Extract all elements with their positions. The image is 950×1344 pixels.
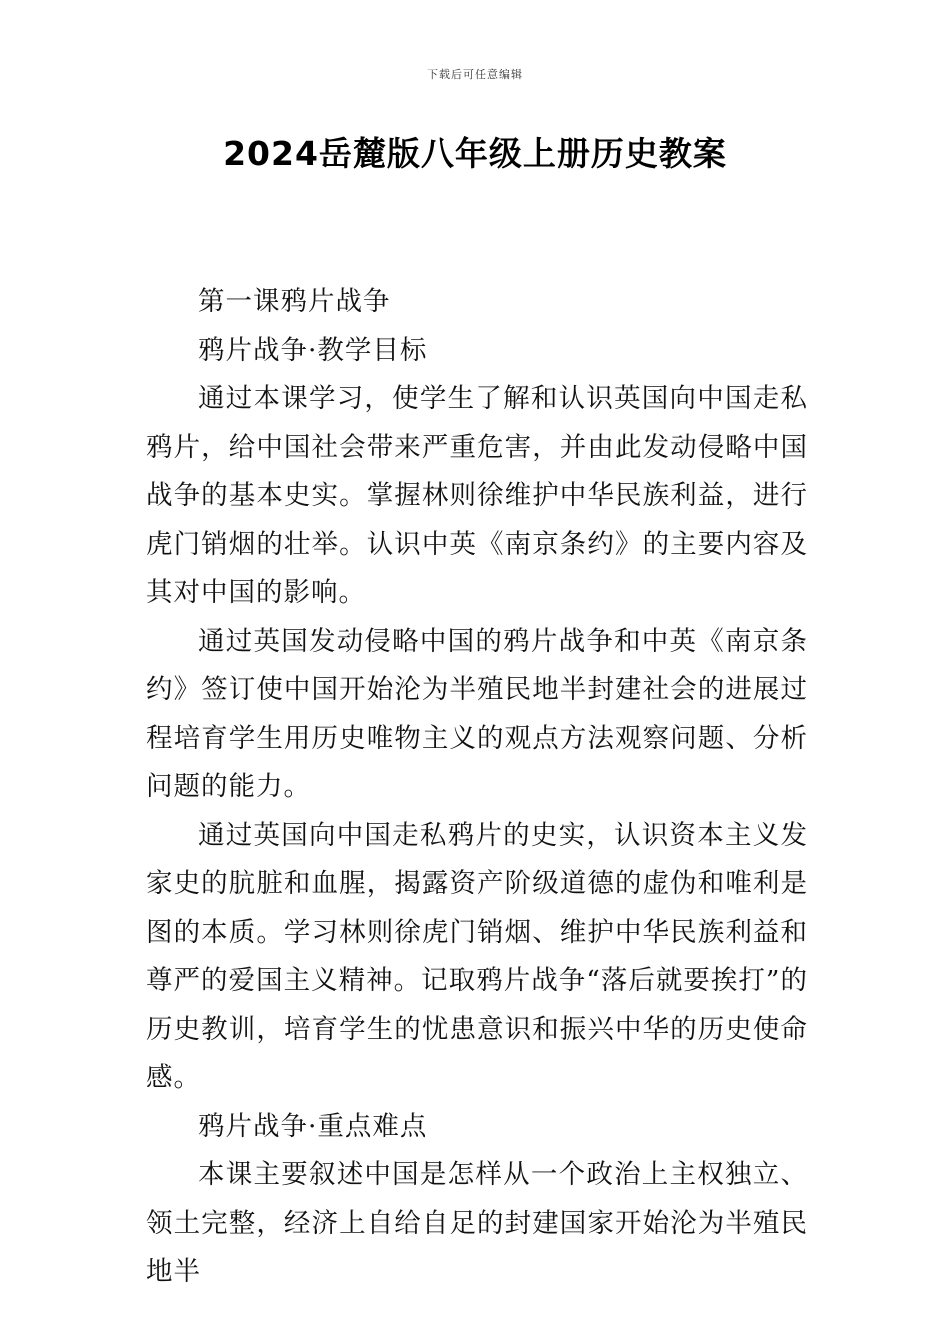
section-heading-objectives: 鸦片战争·教学目标: [198, 334, 428, 366]
paragraph-objective-ability: 通过英国发动侵略中国的鸦片战争和中英《南京条约》签订使中国开始沦为半殖民地半封建社会的进展过程培育学生用历史唯物主义的观点方法观察问题、分析问题的能力。: [146, 625, 808, 802]
document-title: 2024岳麓版八年级上册历史教案: [223, 134, 727, 173]
header-note: 下载后可任意编辑: [427, 68, 523, 81]
document-body: [146, 278, 808, 1297]
lesson-heading: 第一课鸦片战争: [198, 286, 391, 317]
paragraph-objective-values: 通过英国向中国走私鸦片的史实，认识资本主义发家史的肮脏和血腥，揭露资产阶级道德的虚伪和唯利是图的本质。学习林则徐虎门销烟、维护中华民族利益和尊严的爱国主义精神。记取鸦片战争“落后就要挨打”的历史教训，培育学生的忧患意识和振兴中华的历史使命感。: [146, 819, 808, 1093]
section-heading-key-points: 鸦片战争·重点难点: [198, 1110, 428, 1142]
paragraph-objective-knowledge: 通过本课学习，使学生了解和认识英国向中国走私鸦片，给中国社会带来严重危害，并由此发动侵略中国战争的基本史实。掌握林则徐维护中华民族利益，进行虎门销烟的壮举。认识中英《南京条约》的主要内容及其对中国的影响。: [146, 383, 808, 608]
paragraph-key-points: 本课主要叙述中国是怎样从一个政治上主权独立、领土完整，经济上自给自足的封建国家开始沦为半殖民地半: [146, 1159, 808, 1287]
